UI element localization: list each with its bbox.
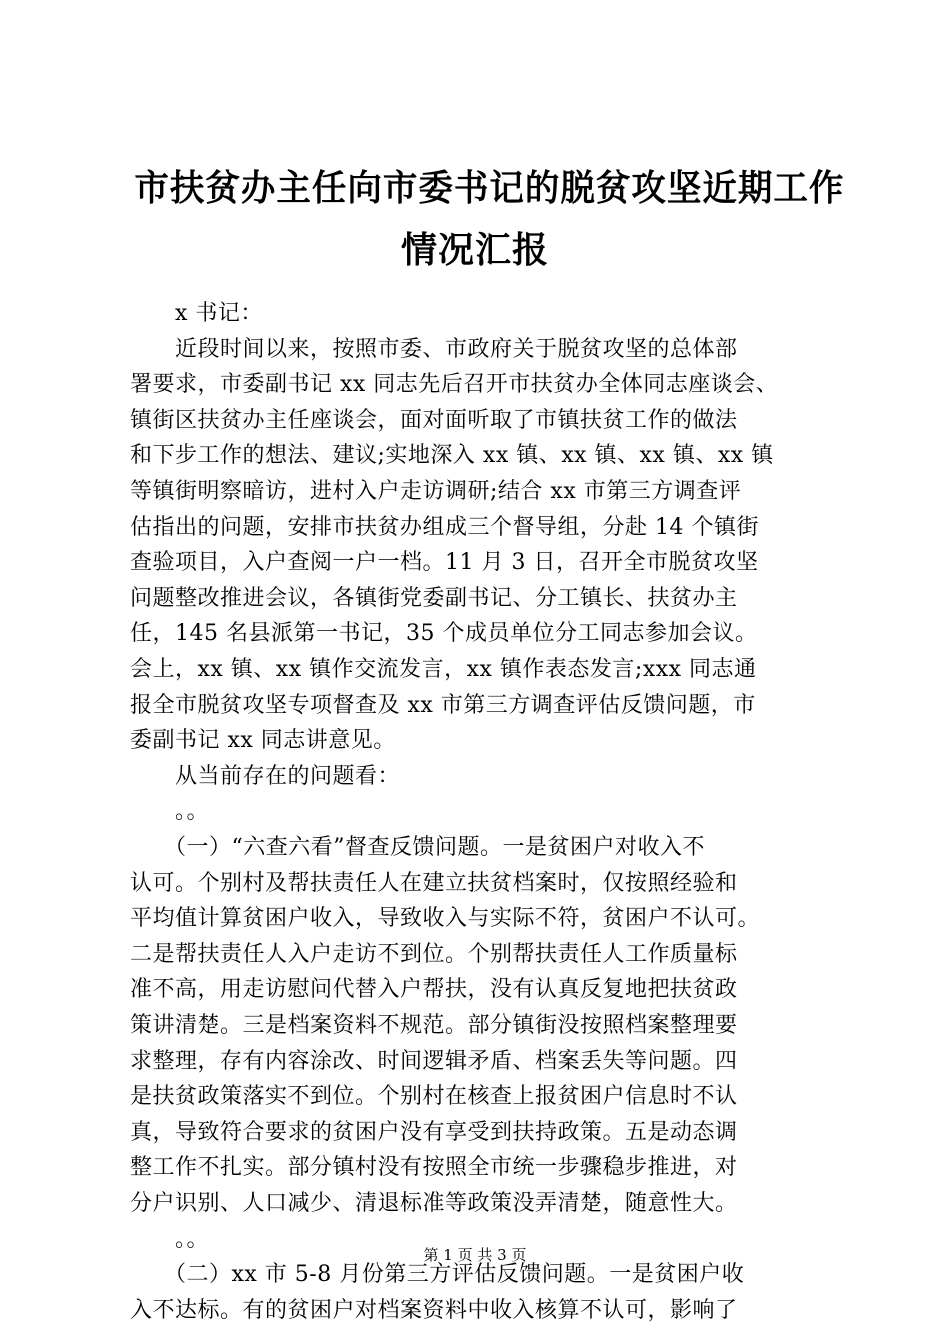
body-line: 报全市脱贫攻坚专项督查及 xx 市第三方调查评估反馈问题，市 — [130, 692, 756, 718]
body-line: 二是帮扶责任人入户走访不到位。个别帮扶责任人工作质量标 — [130, 941, 738, 967]
body-line: 查验项目，入户查阅一户一档。11 月 3 日，召开全市脱贫攻坚 — [130, 550, 759, 576]
body-line: 准不高，用走访慰问代替入户帮扶，没有认真反复地把扶贫政 — [130, 977, 738, 1003]
body-line: （一）“六查六看”督查反馈问题。一是贫困户对收入不 — [130, 835, 705, 860]
body-line: 策讲清楚。三是档案资料不规范。部分镇街没按照档案整理要 — [130, 1013, 738, 1038]
body-line: 会上，xx 镇、xx 镇作交流发言，xx 镇作表态发言;xxx 同志通 — [130, 657, 757, 682]
body-line: 求整理，存有内容涂改、时间逻辑矛盾、档案丢失等问题。四 — [130, 1048, 738, 1074]
body-line: 从当前存在的问题看： — [130, 763, 401, 789]
body-line: 问题整改推进会议，各镇街党委副书记、分工镇长、扶贫办主 — [130, 585, 738, 611]
body-line: 。。 — [130, 1226, 210, 1252]
body-line: 认可。个别村及帮扶责任人在建立扶贫档案时，仅按照经验和 — [130, 870, 738, 896]
body-line: 平均值计算贫困户收入，导致收入与实际不符，贫困户不认可。 — [130, 906, 761, 932]
body-line: 真，导致符合要求的贫困户没有享受到扶持政策。五是动态调 — [130, 1119, 738, 1145]
body-line: 和下步工作的想法、建议;实地深入 xx 镇、xx 镇、xx 镇、xx 镇 — [130, 443, 774, 469]
body-line: 署要求，市委副书记 xx 同志先后召开市扶贫办全体同志座谈会、 — [130, 372, 779, 398]
body-line: 任，145 名县派第一书记，35 个成员单位分工同志参加会议。 — [130, 621, 758, 647]
body-line: 。。 — [130, 799, 210, 825]
body-line: 近段时间以来，按照市委、市政府关于脱贫攻坚的总体部 — [130, 336, 738, 362]
body-line: 分户识别、人口减少、清退标准等政策没弄清楚，随意性大。 — [130, 1191, 738, 1216]
body-line: 是扶贫政策落实不到位。个别村在核查上报贫困户信息时不认 — [130, 1084, 738, 1110]
document-title-line-1: 市扶贫办主任向市委书记的脱贫攻坚近期工作 — [134, 167, 845, 209]
body-line: 委副书记 xx 同志讲意见。 — [130, 728, 396, 754]
body-line: 整工作不扎实。部分镇村没有按照全市统一步骤稳步推进，对 — [130, 1155, 738, 1181]
body-line: （二）xx 市 5-8 月份第三方评估反馈问题。一是贫困户收 — [130, 1262, 745, 1288]
body-line: 等镇街明察暗访，进村入户走访调研;结合 xx 市第三方调查评 — [130, 479, 742, 504]
body-line: 镇街区扶贫办主任座谈会，面对面听取了市镇扶贫工作的做法 — [130, 407, 738, 433]
document-title-line-2: 情况汇报 — [400, 229, 549, 271]
page-footer: 第 1 页 共 3 页 — [423, 1246, 527, 1264]
body-line: x 书记： — [130, 301, 263, 326]
body-line: 估指出的问题，安排市扶贫办组成三个督导组，分赴 14 个镇街 — [130, 514, 759, 540]
body-line: 入不达标。有的贫困户对档案资料中收入核算不认可，影响了 — [130, 1297, 738, 1323]
